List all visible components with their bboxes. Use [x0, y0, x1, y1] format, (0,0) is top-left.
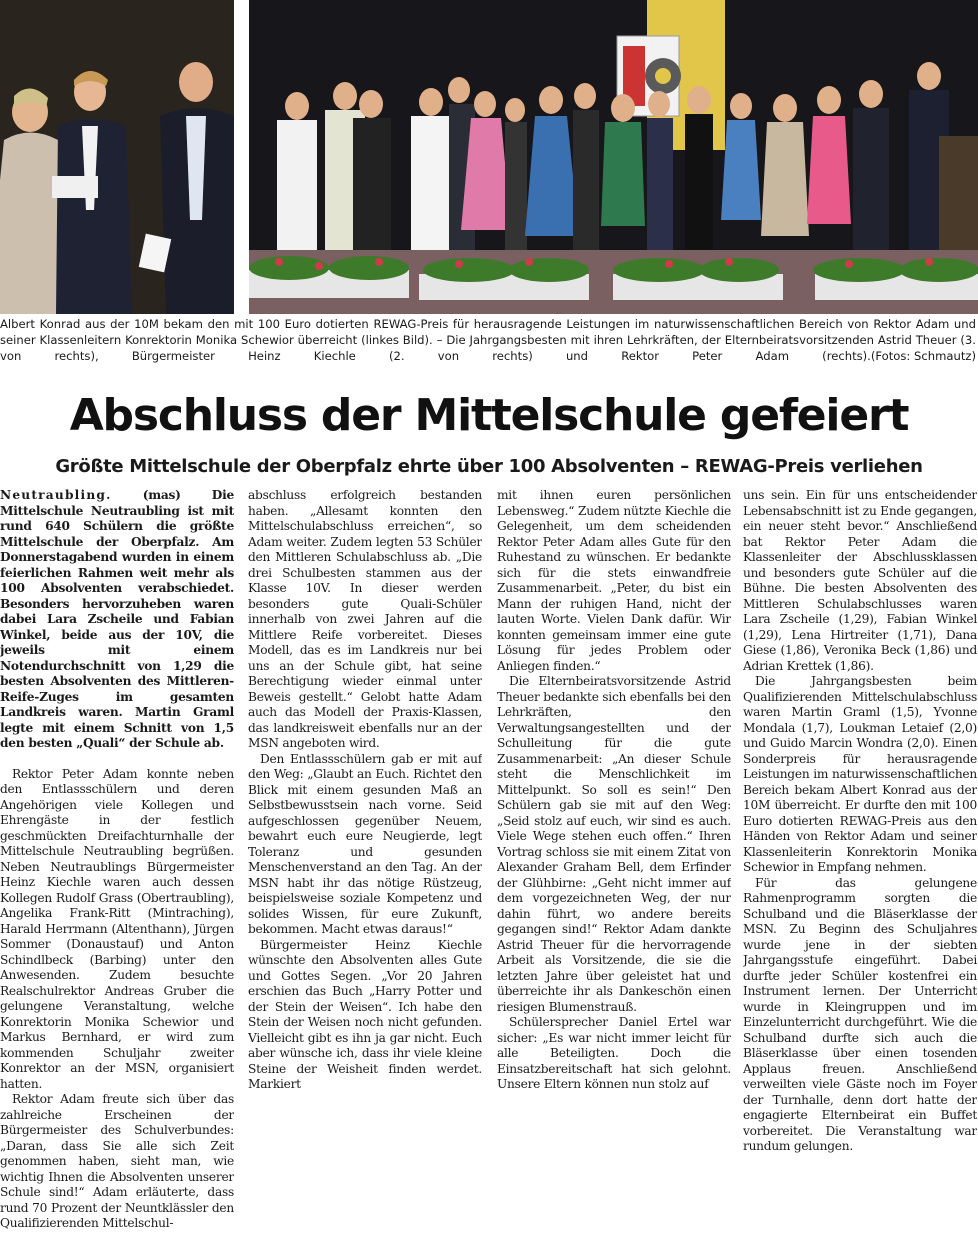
paragraph: Rektor Peter Adam konnte neben den Entlassschülern und deren Angehörigen viele Kollegen und Ehrengäste in der festlich geschmückten Dreifachturnhalle der Mittelschule Neutraubling begrüßen. Neben Neutraublings Bürgermeister Heinz Kiechle waren auch dessen Kollegen Rudolf Grass (Obertraubling), Angelika Frank-Ritt (Mintraching), Harald Herrmann (Altenthann), Jürgen Sommer (Donaustauf) und Anton Schindlbeck (Barbing) unter den Anwesenden. Zudem besuchte Realschulrektor Andreas Gruber die gelungene Veranstaltung, welche Konrektorin Monika Schewior und Markus Bernhard, er wird zum kommenden Schuljahr zweiter Konrektor an der MSN, organisiert hatten.: [0, 766, 234, 1091]
paragraph: abschluss erfolgreich bestanden haben. „Allesamt konnten den Mittelschulabschluss erreichen“, so Adam weiter. Zudem legten 53 Schüler den Mittleren Schulabschluss ab. „Die drei Schulbesten stammen aus der Klasse 10V. In dieser werden besonders gute Quali-Schüler innerhalb von zwei Jahren auf die Mittlere Reife vorbereitet. Dieses Modell, das es im Landkreis nur bei uns an der Schule gibt, hat seine Berechtigung wieder einmal unter Beweis gestellt.“ Gelobt hatte Adam auch das Modell der Praxis-Klassen, das landkreisweit ebenfalls nur an der MSN angeboten wird.: [248, 488, 482, 750]
dateline: Neutraubling.: [0, 488, 112, 502]
column-4: [743, 488, 977, 1245]
article-subheadline: Größte Mittelschule der Oberpfalz ehrte über 100 Absolventen – REWAG-Preis verliehen: [55, 456, 923, 477]
photo-group-stage: [249, 0, 978, 314]
paragraph: uns sein. Ein für uns entscheidender Lebensabschnitt ist zu Ende gegangen, ein neuer steht bevor.“ Anschließend bat Rektor Peter Adam die Klassenleiter der Abschlussklassen und besonders gute Schüler auf die Bühne. Die besten Absolventen des Mittleren Schulabschlusses waren Lara Zscheile (1,29), Fabian Winkel (1,29), Lena Hirtreiter (1,71), Dana Giese (1,86), Veronika Beck (1,86) und Adrian Krettek (1,86).: [743, 488, 977, 673]
column-1: [0, 488, 234, 1245]
photo-caption: [0, 316, 976, 364]
paragraph: Rektor Adam freute sich über das zahlreiche Erscheinen der Bürgermeister des Schulverbundes: „Daran, dass Sie alle sich Zeit genommen haben, sieht man, wie wichtig Ihnen die Absolventen unserer Schule sind!“ Adam erläuterte, dass rund 70 Prozent der Neuntklässler den Qualifizierenden Mittelschul-: [0, 1092, 234, 1230]
article-headline: Abschluss der Mittelschule gefeiert: [69, 390, 909, 441]
paragraph: Den Entlassschülern gab er mit auf den Weg: „Glaubt an Euch. Richtet den Blick mit einem gesunden Maß an Selbstbewusstsein nach vorne. Seid aufgeschlossen gegenüber Neuem, bewahrt euch eure Neugierde, legt Toleranz und gesunden Menschenverstand an den Tag. An der MSN habt ihr das nötige Rüstzeug, beispielsweise soziale Kompetenz und solides Wissen, für eure Zukunft, bekommen. Macht etwas daraus!“: [248, 751, 482, 936]
paragraph: Die Jahrgangsbesten beim Qualifizierenden Mittelschulabschluss waren Martin Graml (1,5), Yvonne Mondala (1,7), Loukman Letaief (2,0) und Guido Marcin Wondra (2,0). Einen Sonderpreis für herausragende Leistungen im naturwissenschaftlichen Bereich bekam Albert Konrad aus der 10M überreicht. Er durfte den mit 100 Euro dotierten REWAG-Preis aus den Händen von Rektor Adam und seiner Klassenleiterin Konrektorin Monika Schewior in Empfang nehmen.: [743, 674, 977, 874]
photo-area: [0, 0, 978, 314]
column-3: [497, 488, 731, 1245]
paragraph: Schülersprecher Daniel Ertel war sicher: „Es war nicht immer leicht für alle Beteiligten. Doch die Einsatzbereitschaft hat sich gelohnt. Unsere Eltern können nun stolz auf: [497, 1015, 731, 1091]
paragraph: Die Elternbeiratsvorsitzende Astrid Theuer bedankte sich ebenfalls bei den Lehrkräften, den Verwaltungsangestellten und der Schulleitung für die gute Zusammenarbeit: „An dieser Schule steht die Menschlichkeit im Mittelpunkt. So soll es sein!“ Den Schülern gab sie mit auf den Weg: „Seid stolz auf euch, wir sind es auch. Viele Wege stehen euch offen.“ Ihren Vortrag schloss sie mit einem Zitat von Alexander Graham Bell, dem Erfinder der Glühbirne: „Geht nicht immer auf dem vorgezeichneten Weg, der nur dahin führt, wo andere bereits gegangen sind!“ Rektor Adam dankte Astrid Theuer für die hervorragende Arbeit als Vorsitzende, die sie die letzten Jahre über geleistet hat und überreichte ihr als Dankeschön einen riesigen Blumenstrauß.: [497, 674, 731, 1014]
lead-text: (mas) Die Mittelschule Neutraubling ist mit rund 640 Schülern die größte Mittelschule der Oberpfalz. Am Donnerstagabend wurden in einem feierlichen Rahmen weit mehr als 100 Absolventen verabschiedet. Besonders hervorzuheben waren dabei Lara Zscheile und Fabian Winkel, beide aus der 10V, die jeweils mit einem Notendurchschnitt von 1,29 die besten Absolventen des Mittleren-Reife-Zuges im gesamten Landkreis waren. Martin Graml legte mit einem Schnitt von 1,5 den besten „Quali“ der Schule ab.: [0, 488, 234, 750]
caption-photo-credit: (Fotos: Schmautz): [870, 349, 976, 363]
article-body: [0, 488, 978, 1245]
paragraph: mit ihnen euren persönlichen Lebensweg.“ Zudem nützte Kiechle die Gelegenheit, um dem scheidenden Rektor Peter Adam alles Gute für den Ruhestand zu wünschen. Er bedankte sich für die stets einwandfreie Zusammenarbeit. „Peter, du bist ein Mann der ruhigen Hand, nicht der lauten Worte. Vielen Dank dafür. Wir konnten gemeinsam immer eine gute Lösung für jedes Problem oder Anliegen finden.“: [497, 488, 731, 673]
paragraph: Für das gelungene Rahmenprogramm sorgten die Schulband und die Bläserklasse der MSN. Zu Beginn des Schuljahres wurde jene in der siebten Jahrgangsstufe eingeführt. Dabei durfte jeder Schüler kostenfrei ein Instrument lernen. Der Unterricht wurde in Kleingruppen und im Einzelunterricht durchgeführt. Wie die Schulband durfte sich auch die Bläserklasse über einen tosenden Applaus freuen. Anschließend verweilten viele Gäste noch im Foyer der Turnhalle, denn dort hatte der engagierte Elternbeirat ein Buffet vorbereitet. Die Veranstaltung war rundum gelungen.: [743, 875, 977, 1153]
photo-award-illustration: [0, 0, 234, 314]
column-2: [248, 488, 482, 1245]
caption-text: Albert Konrad aus der 10M bekam den mit 100 Euro dotierten REWAG-Preis für herausragende Leistungen im naturwissenschaftlichen Bereich von Rektor Adam und seiner Klassenleitern Konrektorin Monika Schewior überreicht (linkes Bild). – Die Jahrgangsbesten mit ihren Lehrkräften, der Elternbeiratsvorsitzenden Astrid Theuer (3. von rechts), Bürgermeister Heinz Kiechle (2. von rechts) und Rektor Peter Adam (rechts).: [0, 317, 976, 363]
photo-award-presentation: [0, 0, 234, 314]
paragraph: Bürgermeister Heinz Kiechle wünschte den Absolventen alles Gute und Gottes Segen. „Vor 20 Jahren erschien das Buch „Harry Potter und der Stein der Weisen“. Ich habe den Stein der Weisen noch nicht gefunden. Vielleicht gibt es ihn ja gar nicht. Euch aber wünsche ich, dass ihr viele kleine Steine der Weisheit finden werdet. Markiert: [248, 937, 482, 1091]
lead-paragraph: [0, 488, 234, 752]
photo-group-illustration: [249, 0, 978, 314]
